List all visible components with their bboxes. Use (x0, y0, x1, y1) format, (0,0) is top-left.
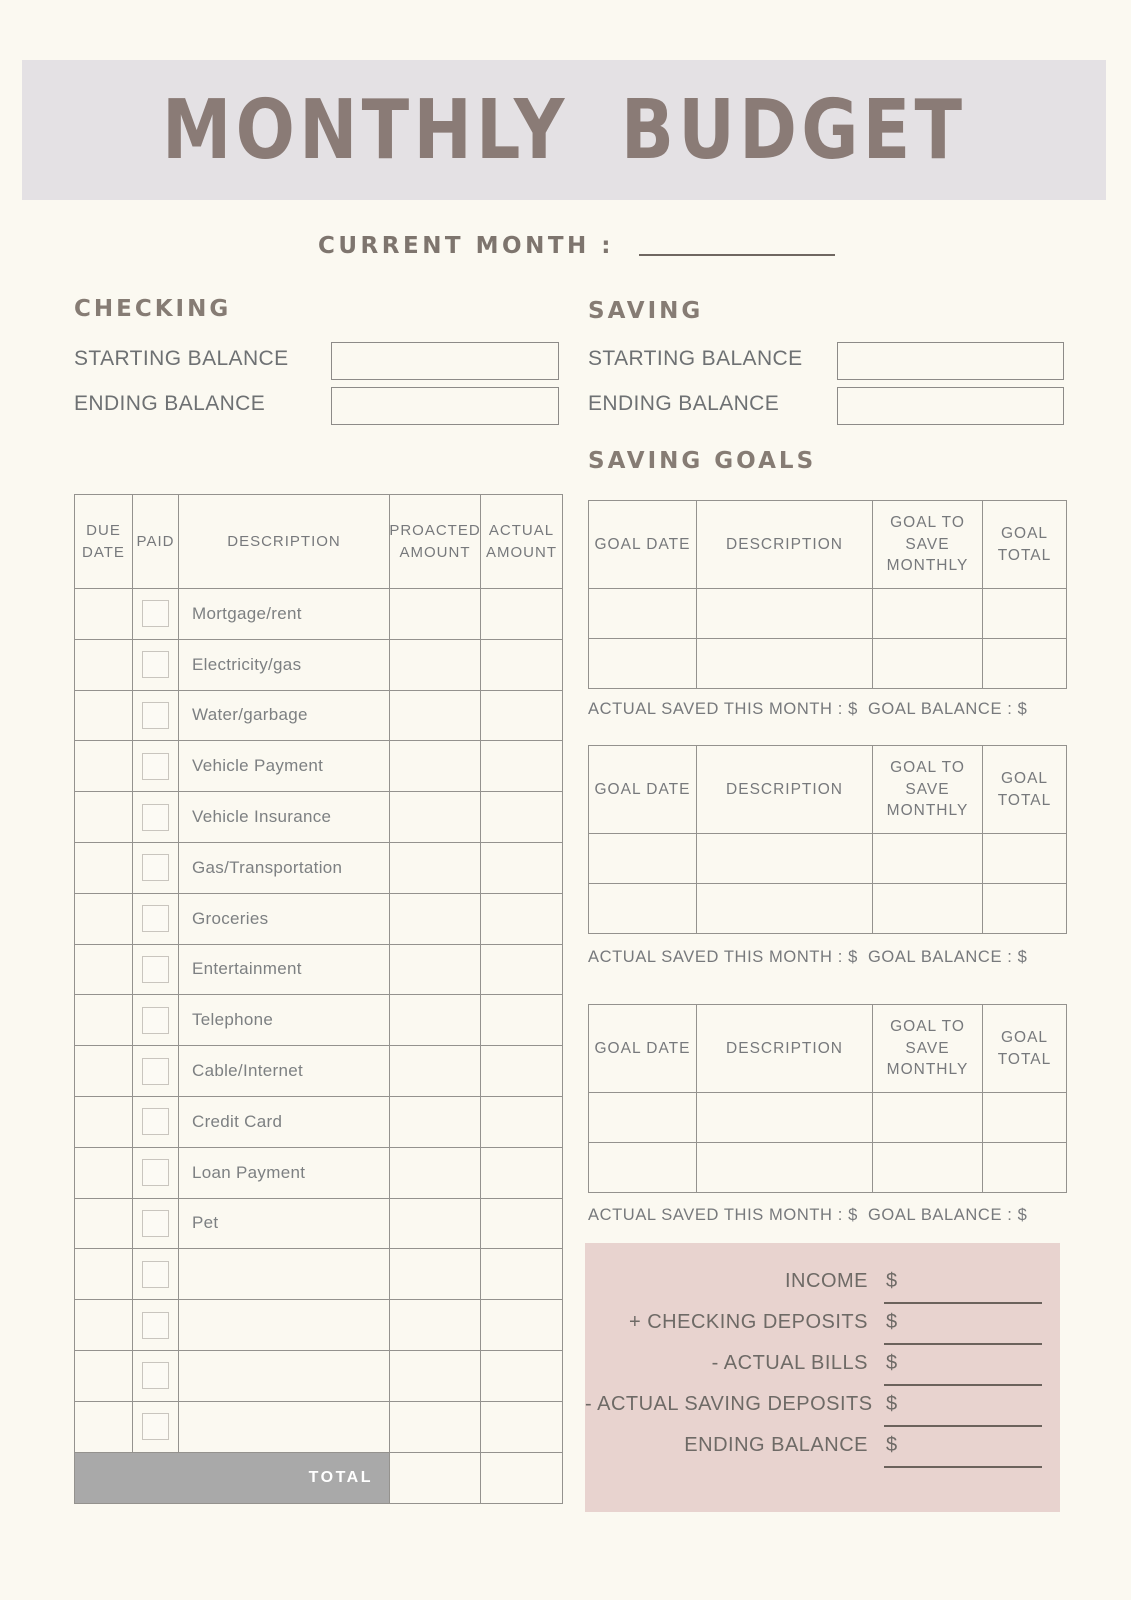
goal-total-cell[interactable] (983, 1093, 1067, 1143)
paid-checkbox[interactable] (142, 1058, 169, 1085)
due-date-cell[interactable] (75, 894, 133, 945)
summary-box (585, 1243, 1060, 1512)
summary-row-actual-saving-deposits (585, 1393, 1060, 1427)
checking-deposits-fill-line[interactable] (884, 1311, 1042, 1345)
checking-starting-balance-input[interactable] (331, 342, 559, 380)
goal-description-cell[interactable] (697, 589, 873, 639)
actual-amount-cell[interactable] (481, 1351, 563, 1402)
saving-ending-balance-input[interactable] (837, 387, 1064, 425)
goal-total-cell[interactable] (983, 834, 1067, 884)
paid-checkbox[interactable] (142, 1413, 169, 1440)
proacted-amount-cell[interactable] (390, 640, 481, 691)
paid-cell (133, 894, 179, 945)
column-header-description: DESCRIPTION (179, 495, 390, 589)
actual-amount-cell[interactable] (481, 1199, 563, 1250)
due-date-cell[interactable] (75, 640, 133, 691)
actual-saved-label: ACTUAL SAVED THIS MONTH : $ (588, 700, 858, 718)
total-bar (75, 1453, 390, 1504)
goal-column-header-goal-total: GOAL TOTAL (983, 1005, 1067, 1093)
paid-checkbox[interactable] (142, 702, 169, 729)
goal-total-cell[interactable] (983, 639, 1067, 689)
goal-column-header-goal-total: GOAL TOTAL (983, 746, 1067, 834)
actual-amount-cell[interactable] (481, 1046, 563, 1097)
proacted-amount-cell[interactable] (390, 1351, 481, 1402)
paid-cell (133, 1199, 179, 1250)
summary-row-actual-bills (585, 1352, 1060, 1386)
goal-description-cell[interactable] (697, 884, 873, 934)
paid-cell (133, 1402, 179, 1453)
goal-column-header-goal-to-save-monthly: GOAL TO SAVE MONTHLY (873, 746, 983, 834)
header-banner (22, 60, 1106, 200)
expense-description: Mortgage/rent (179, 589, 390, 640)
goal-column-header-goal-to-save-monthly: GOAL TO SAVE MONTHLY (873, 501, 983, 589)
goal-date-cell[interactable] (589, 884, 697, 934)
expense-description: Vehicle Payment (179, 741, 390, 792)
goal-description-cell[interactable] (697, 834, 873, 884)
expense-description: Loan Payment (179, 1148, 390, 1199)
income-label: INCOME (785, 1270, 868, 1292)
goal-total-cell[interactable] (983, 884, 1067, 934)
goal-date-cell[interactable] (589, 1143, 697, 1193)
goal-column-header-goal-date: GOAL DATE (589, 1005, 697, 1093)
dollar-sign: $ (886, 1311, 898, 1333)
paid-checkbox[interactable] (142, 753, 169, 780)
paid-checkbox[interactable] (142, 1159, 169, 1186)
goal-monthly-cell[interactable] (873, 639, 983, 689)
proacted-amount-cell[interactable] (390, 1402, 481, 1453)
proacted-amount-cell[interactable] (390, 1300, 481, 1351)
actual-saving-deposits-fill-line[interactable] (884, 1393, 1042, 1427)
total-proacted-amount-cell[interactable] (390, 1453, 481, 1504)
actual-amount-cell[interactable] (481, 589, 563, 640)
goal-column-header-description: DESCRIPTION (697, 746, 873, 834)
column-header-due-date: DUE DATE (75, 495, 133, 589)
paid-checkbox[interactable] (142, 1108, 169, 1135)
paid-checkbox[interactable] (142, 1210, 169, 1237)
paid-cell (133, 792, 179, 843)
total-label: TOTAL (308, 1468, 373, 1486)
goal-date-cell[interactable] (589, 834, 697, 884)
goal-monthly-cell[interactable] (873, 834, 983, 884)
proacted-amount-cell[interactable] (390, 1249, 481, 1300)
due-date-cell[interactable] (75, 1199, 133, 1250)
dollar-sign: $ (886, 1270, 898, 1292)
actual-amount-cell[interactable] (481, 741, 563, 792)
due-date-cell[interactable] (75, 1148, 133, 1199)
due-date-cell[interactable] (75, 1402, 133, 1453)
paid-cell (133, 1046, 179, 1097)
goal-monthly-cell[interactable] (873, 1143, 983, 1193)
actual-amount-cell[interactable] (481, 1148, 563, 1199)
proacted-amount-cell[interactable] (390, 843, 481, 894)
dollar-sign: $ (886, 1352, 898, 1374)
expense-description: Pet (179, 1199, 390, 1250)
total-actual-amount-cell[interactable] (481, 1453, 563, 1504)
dollar-sign: $ (886, 1434, 898, 1456)
goal-column-header-description: DESCRIPTION (697, 1005, 873, 1093)
goal-description-cell[interactable] (697, 639, 873, 689)
column-header-actual-amount: ACTUAL AMOUNT (481, 495, 563, 589)
due-date-cell[interactable] (75, 1351, 133, 1402)
due-date-cell[interactable] (75, 945, 133, 996)
income-fill-line[interactable] (884, 1270, 1042, 1304)
checking-deposits-label: + CHECKING DEPOSITS (629, 1311, 868, 1333)
checking-starting-balance-label: STARTING BALANCE (74, 347, 289, 370)
goal-footer-1 (588, 700, 1066, 719)
summary-row-income (585, 1270, 1060, 1304)
paid-checkbox[interactable] (142, 600, 169, 627)
current-month-fill-line[interactable] (639, 254, 835, 256)
actual-amount-cell[interactable] (481, 894, 563, 945)
due-date-cell[interactable] (75, 1046, 133, 1097)
goal-column-header-description: DESCRIPTION (697, 501, 873, 589)
proacted-amount-cell[interactable] (390, 792, 481, 843)
expense-description-blank[interactable] (179, 1351, 390, 1402)
checking-heading: CHECKING (74, 296, 232, 322)
ending-balance-label: ENDING BALANCE (684, 1434, 868, 1456)
paid-cell (133, 589, 179, 640)
goal-footer-3 (588, 1206, 1066, 1225)
actual-amount-cell[interactable] (481, 995, 563, 1046)
due-date-cell[interactable] (75, 1097, 133, 1148)
goal-total-cell[interactable] (983, 1143, 1067, 1193)
goal-balance-label: GOAL BALANCE : $ (868, 1206, 1028, 1224)
expense-description: Entertainment (179, 945, 390, 996)
proacted-amount-cell[interactable] (390, 1199, 481, 1250)
proacted-amount-cell[interactable] (390, 691, 481, 742)
actual-amount-cell[interactable] (481, 691, 563, 742)
saving-goals-table-3 (588, 1004, 1067, 1193)
paid-cell (133, 691, 179, 742)
due-date-cell[interactable] (75, 741, 133, 792)
saving-goals-table-1 (588, 500, 1067, 689)
expense-description-blank[interactable] (179, 1300, 390, 1351)
goal-date-cell[interactable] (589, 639, 697, 689)
expense-description: Electricity/gas (179, 640, 390, 691)
paid-checkbox[interactable] (142, 956, 169, 983)
saving-goals-table-2 (588, 745, 1067, 934)
proacted-amount-cell[interactable] (390, 945, 481, 996)
expense-description: Water/garbage (179, 691, 390, 742)
goal-description-cell[interactable] (697, 1093, 873, 1143)
actual-bills-label: - ACTUAL BILLS (711, 1352, 868, 1374)
saving-heading: SAVING (588, 298, 704, 324)
saving-goals-heading: SAVING GOALS (588, 448, 817, 474)
actual-saved-label: ACTUAL SAVED THIS MONTH : $ (588, 948, 858, 966)
goal-monthly-cell[interactable] (873, 589, 983, 639)
goal-description-cell[interactable] (697, 1143, 873, 1193)
actual-amount-cell[interactable] (481, 843, 563, 894)
goal-column-header-goal-date: GOAL DATE (589, 501, 697, 589)
proacted-amount-cell[interactable] (390, 1046, 481, 1097)
expense-description: Groceries (179, 894, 390, 945)
actual-saved-label: ACTUAL SAVED THIS MONTH : $ (588, 1206, 858, 1224)
paid-cell (133, 1300, 179, 1351)
actual-amount-cell[interactable] (481, 1402, 563, 1453)
proacted-amount-cell[interactable] (390, 1097, 481, 1148)
paid-checkbox[interactable] (142, 1312, 169, 1339)
checking-ending-balance-input[interactable] (331, 387, 559, 425)
due-date-cell[interactable] (75, 1249, 133, 1300)
due-date-cell[interactable] (75, 691, 133, 742)
paid-checkbox[interactable] (142, 905, 169, 932)
goal-total-cell[interactable] (983, 589, 1067, 639)
expense-description: Telephone (179, 995, 390, 1046)
actual-amount-cell[interactable] (481, 1249, 563, 1300)
expense-description: Gas/Transportation (179, 843, 390, 894)
goal-monthly-cell[interactable] (873, 884, 983, 934)
page-title: MONTHLY BUDGET (161, 82, 967, 178)
proacted-amount-cell[interactable] (390, 1148, 481, 1199)
current-month-label: CURRENT MONTH : (318, 233, 614, 259)
actual-amount-cell[interactable] (481, 640, 563, 691)
proacted-amount-cell[interactable] (390, 995, 481, 1046)
due-date-cell[interactable] (75, 589, 133, 640)
paid-cell (133, 945, 179, 996)
paid-checkbox[interactable] (142, 1261, 169, 1288)
goal-column-header-goal-date: GOAL DATE (589, 746, 697, 834)
expense-description: Credit Card (179, 1097, 390, 1148)
actual-amount-cell[interactable] (481, 945, 563, 996)
ending-balance-fill-line[interactable] (884, 1434, 1042, 1468)
expenses-table (74, 494, 563, 1504)
goal-balance-label: GOAL BALANCE : $ (868, 700, 1028, 718)
column-header-proacted-amount: PROACTED AMOUNT (390, 495, 481, 589)
summary-row-checking-deposits (585, 1311, 1060, 1345)
checking-ending-balance-label: ENDING BALANCE (74, 392, 266, 415)
paid-checkbox[interactable] (142, 1007, 169, 1034)
actual-bills-fill-line[interactable] (884, 1352, 1042, 1386)
proacted-amount-cell[interactable] (390, 589, 481, 640)
summary-row-ending-balance (585, 1434, 1060, 1468)
actual-amount-cell[interactable] (481, 1300, 563, 1351)
expense-description: Vehicle Insurance (179, 792, 390, 843)
expense-description-blank[interactable] (179, 1402, 390, 1453)
paid-checkbox[interactable] (142, 651, 169, 678)
paid-cell (133, 1351, 179, 1402)
expense-description-blank[interactable] (179, 1249, 390, 1300)
paid-checkbox[interactable] (142, 1362, 169, 1389)
due-date-cell[interactable] (75, 1300, 133, 1351)
expense-description: Cable/Internet (179, 1046, 390, 1097)
actual-amount-cell[interactable] (481, 1097, 563, 1148)
paid-checkbox[interactable] (142, 854, 169, 881)
proacted-amount-cell[interactable] (390, 741, 481, 792)
column-header-paid: PAID (133, 495, 179, 589)
due-date-cell[interactable] (75, 792, 133, 843)
goal-footer-2 (588, 948, 1066, 967)
paid-cell (133, 1249, 179, 1300)
paid-cell (133, 741, 179, 792)
saving-starting-balance-input[interactable] (837, 342, 1064, 380)
proacted-amount-cell[interactable] (390, 894, 481, 945)
saving-starting-balance-label: STARTING BALANCE (588, 347, 803, 370)
goal-date-cell[interactable] (589, 589, 697, 639)
goal-date-cell[interactable] (589, 1093, 697, 1143)
paid-cell (133, 1097, 179, 1148)
due-date-cell[interactable] (75, 995, 133, 1046)
goal-column-header-goal-total: GOAL TOTAL (983, 501, 1067, 589)
paid-cell (133, 640, 179, 691)
actual-saving-deposits-label: - ACTUAL SAVING DEPOSITS (585, 1393, 873, 1415)
paid-cell (133, 843, 179, 894)
saving-ending-balance-label: ENDING BALANCE (588, 392, 780, 415)
due-date-cell[interactable] (75, 843, 133, 894)
goal-column-header-goal-to-save-monthly: GOAL TO SAVE MONTHLY (873, 1005, 983, 1093)
goal-monthly-cell[interactable] (873, 1093, 983, 1143)
actual-amount-cell[interactable] (481, 792, 563, 843)
current-month (318, 233, 835, 259)
paid-checkbox[interactable] (142, 804, 169, 831)
goal-balance-label: GOAL BALANCE : $ (868, 948, 1028, 966)
paid-cell (133, 1148, 179, 1199)
dollar-sign: $ (886, 1393, 898, 1415)
paid-cell (133, 995, 179, 1046)
